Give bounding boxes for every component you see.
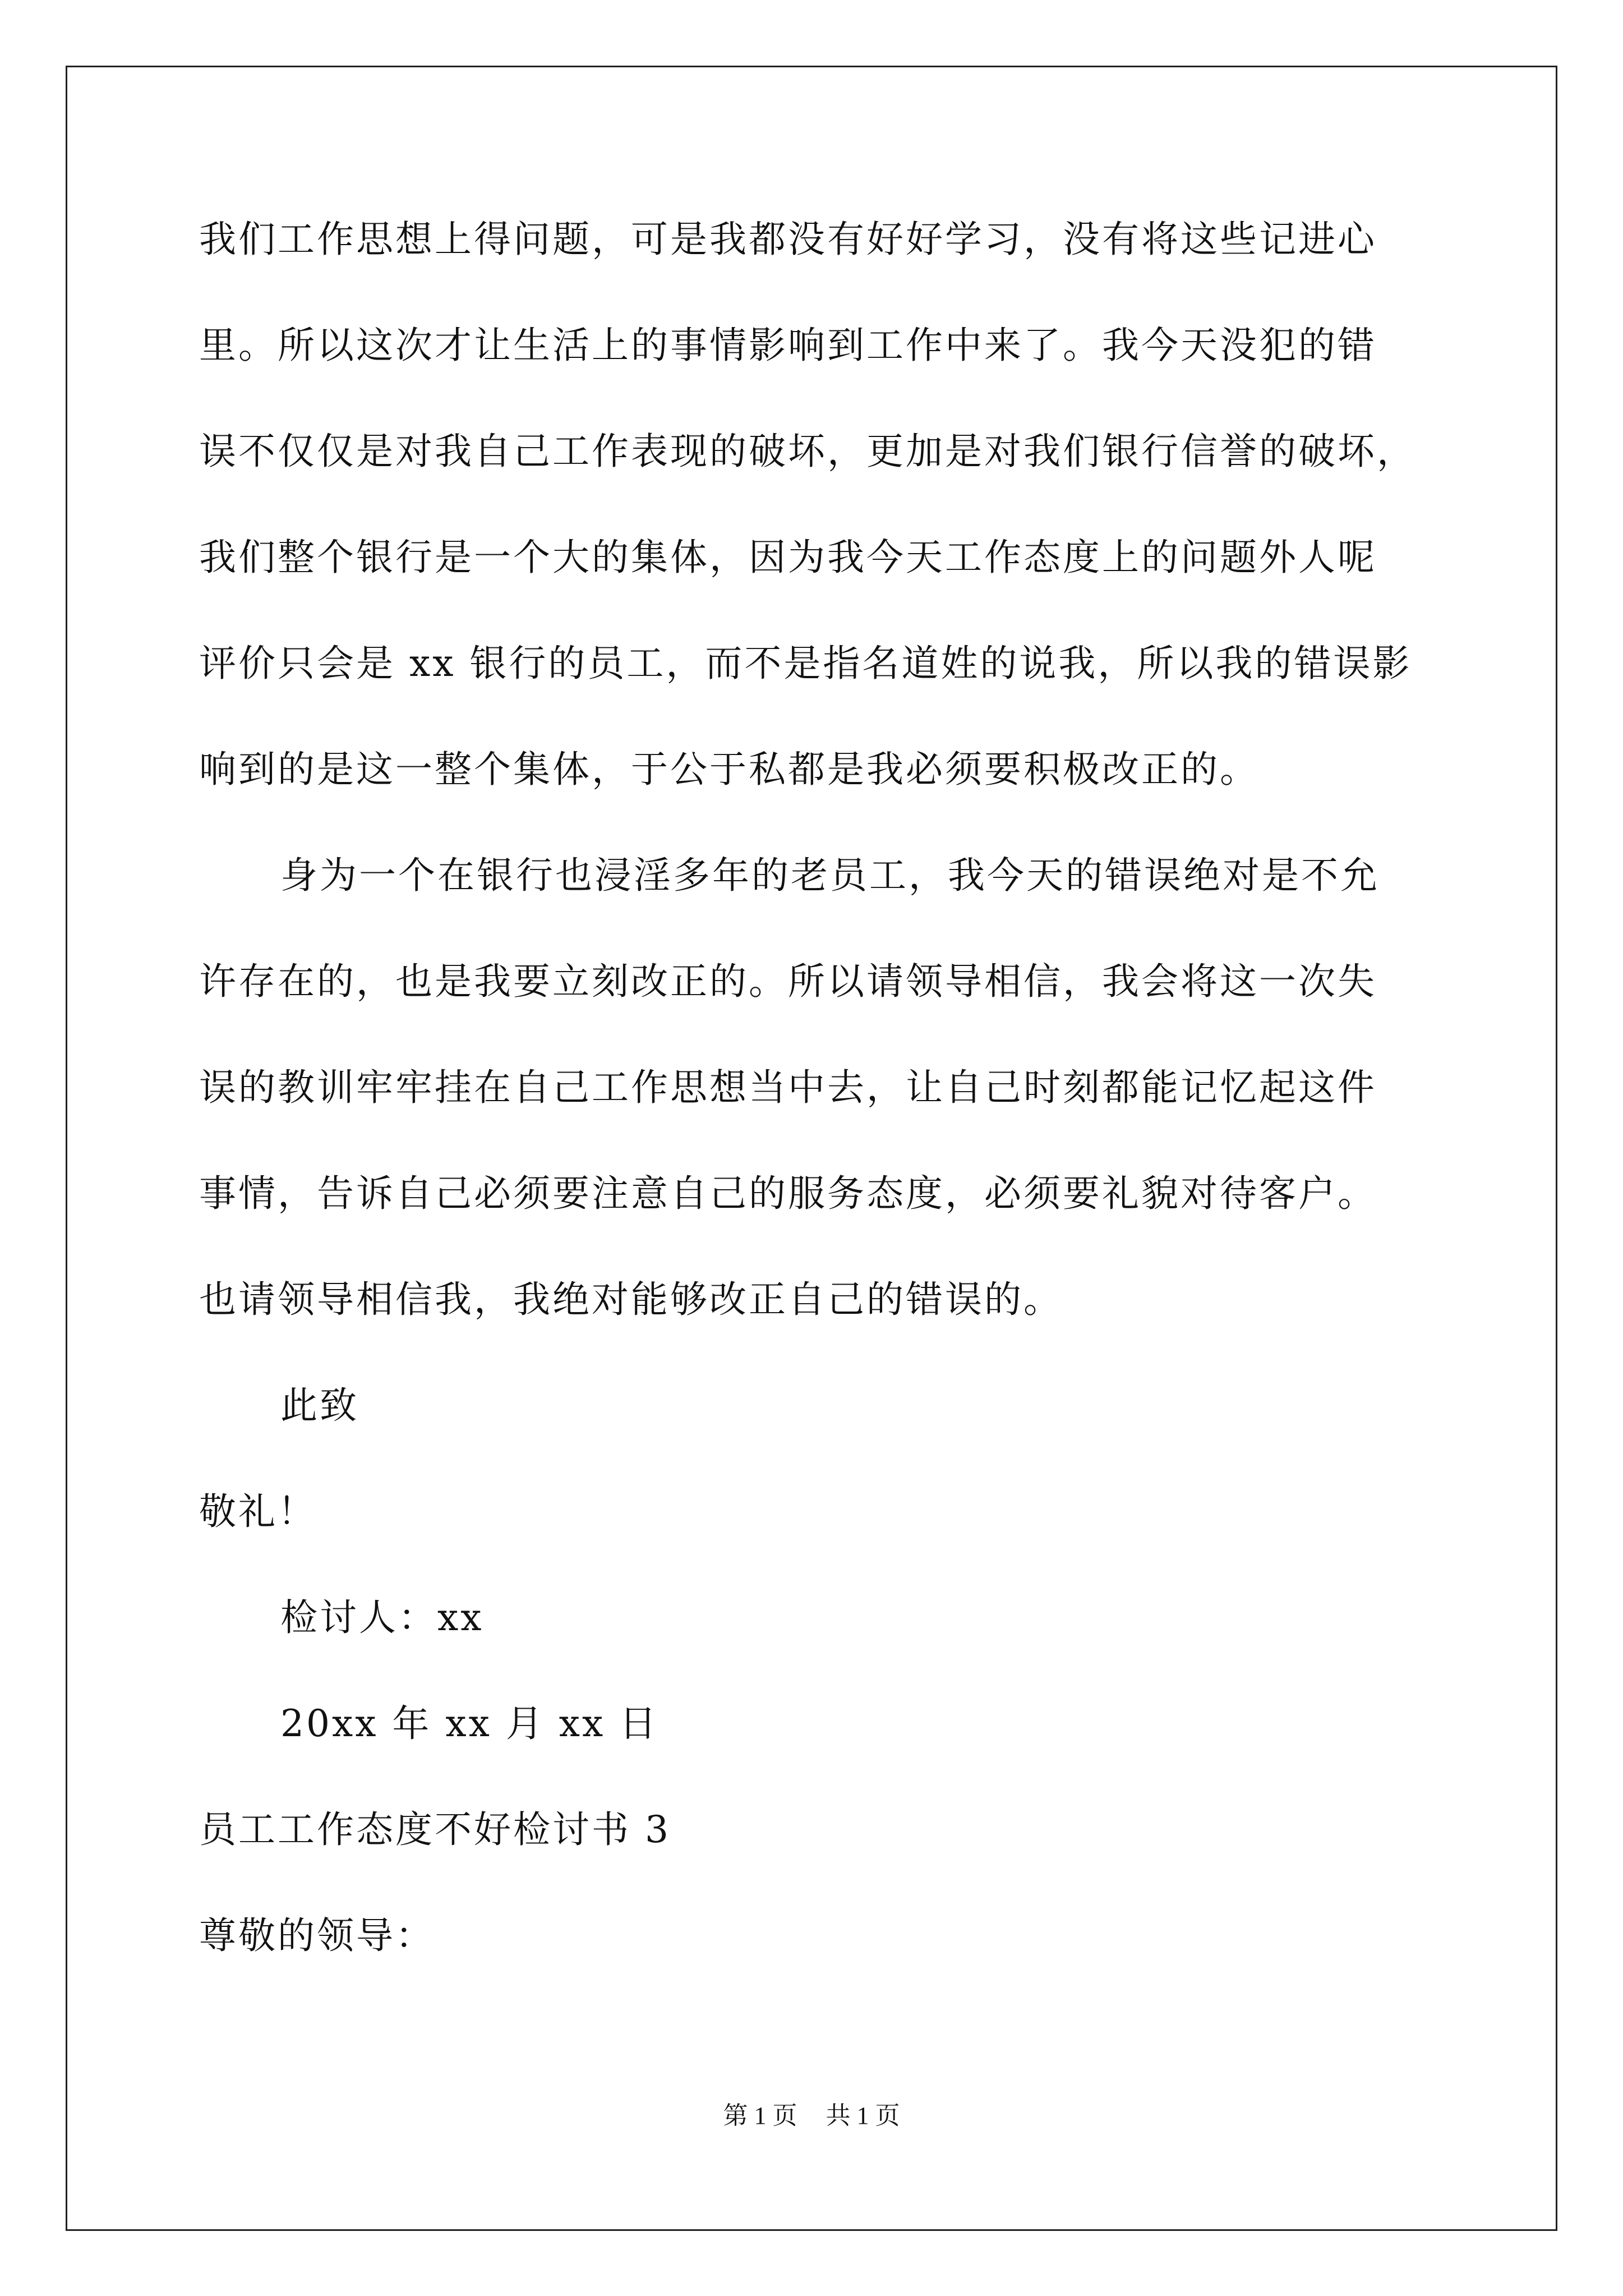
text-line: 里。所以这次才让生活上的事情影响到工作中来了。我今天没犯的错 <box>199 324 1377 367</box>
text-line: 评价只会是 xx 银行的员工，而不是指名道姓的说我，所以我的错误影 <box>199 642 1412 685</box>
text-line: 也请领导相信我，我绝对能够改正自己的错误的。 <box>199 1278 1063 1321</box>
text-line: 我们工作思想上得问题，可是我都没有好好学习，没有将这些记进心 <box>199 218 1377 261</box>
signature-date: 20xx 年 xx 月 xx 日 <box>280 1702 659 1745</box>
page-total: 共 1 页 <box>826 2102 900 2129</box>
text-line: 许存在的，也是我要立刻改正的。所以请领导相信，我会将这一次失 <box>199 960 1377 1003</box>
document-body <box>199 213 1433 2016</box>
text-line: 误的教训牢牢挂在自己工作思想当中去，让自己时刻都能记忆起这件 <box>199 1066 1377 1109</box>
text-line: 我们整个银行是一个大的集体，因为我今天工作态度上的问题外人呢 <box>199 536 1377 579</box>
section-title: 员工工作态度不好检讨书 3 <box>199 1808 671 1851</box>
text-line: 误不仅仅是对我自己工作表现的破坏，更加是对我们银行信誉的破坏， <box>199 430 1416 473</box>
greeting: 尊敬的领导： <box>199 1914 435 1957</box>
text-line: 响到的是这一整个集体，于公于私都是我必须要积极改正的。 <box>199 748 1259 791</box>
paragraph-start-line: 身为一个在银行也浸淫多年的老员工，我今天的错误绝对是不允 <box>280 854 1380 897</box>
text-line: 事情，告诉自己必须要注意自己的服务态度，必须要礼貌对待客户。 <box>199 1172 1377 1215</box>
page-footer <box>0 2095 1623 2131</box>
page-number: 第 1 页 <box>723 2102 797 2129</box>
closing-salutation: 此致 <box>280 1384 359 1427</box>
signature-author: 检讨人：xx <box>280 1596 484 1639</box>
closing-regards: 敬礼！ <box>199 1490 317 1533</box>
